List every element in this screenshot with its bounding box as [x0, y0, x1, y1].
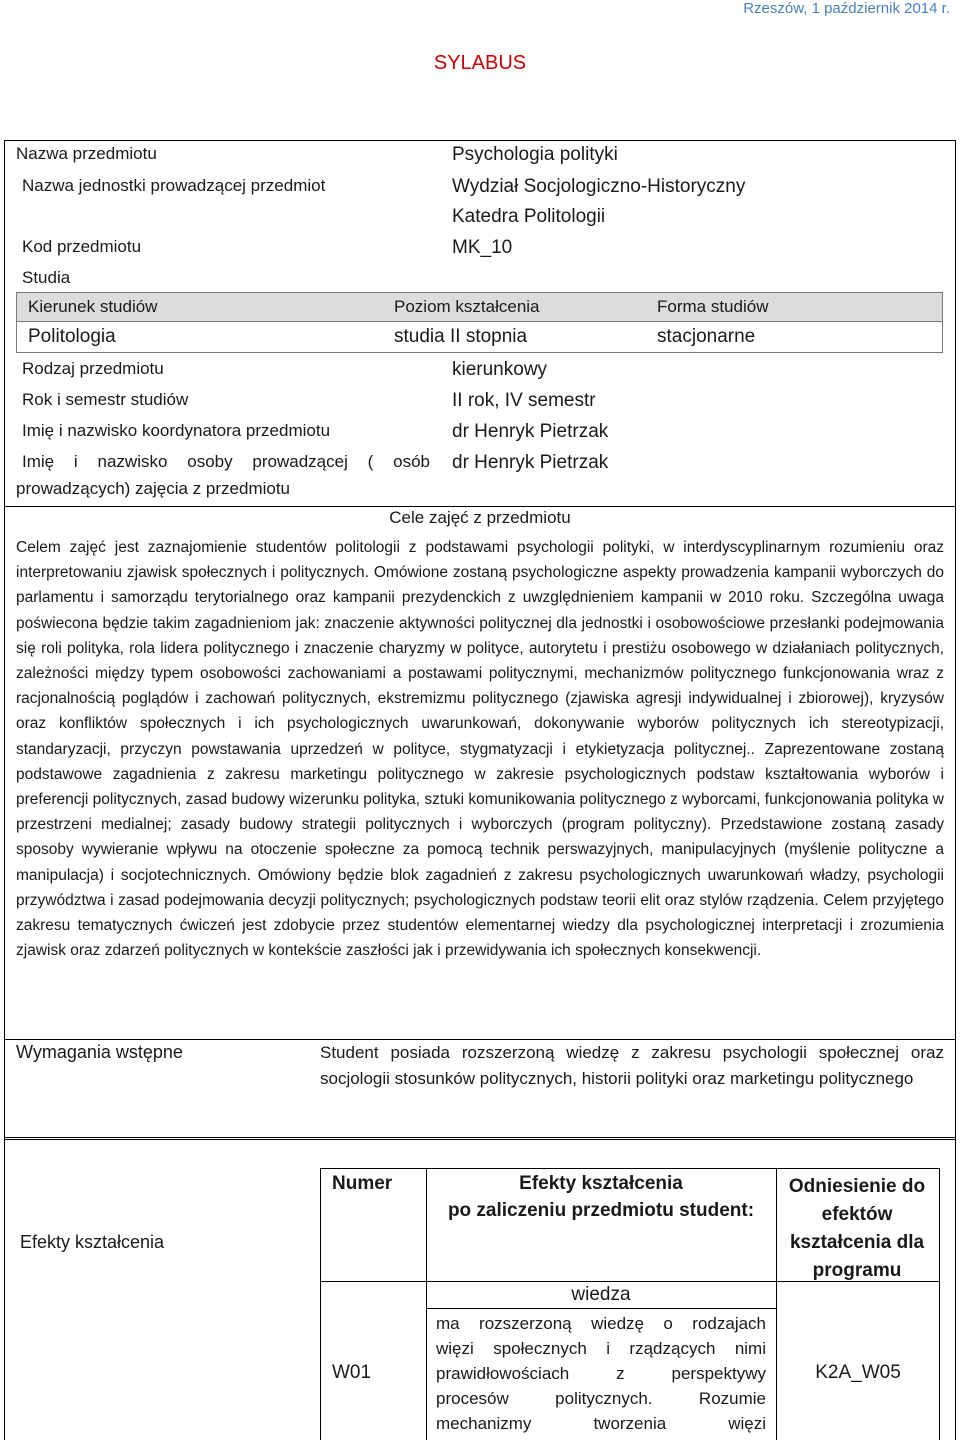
- outcome-description-line5: mechanizmy tworzenia więzi: [436, 1414, 766, 1433]
- studies-value-level: studia II stopnia: [394, 326, 528, 347]
- outcome-description-line2: więzi społecznych i rządzących nimi: [436, 1339, 766, 1358]
- year-semester-label: Rok i semestr studiów: [22, 390, 189, 409]
- outcomes-header-effects-2: po zaliczeniu przedmiotu student:: [447, 1200, 755, 1221]
- outcome-description-line1: ma rozszerzoną wiedzę o rodzajach: [436, 1314, 766, 1333]
- studies-value-field: Politologia: [28, 326, 116, 347]
- outcome-description-line4: procesów politycznych. Rozumie: [436, 1389, 766, 1408]
- studies-header-level: Poziom kształcenia: [394, 297, 540, 316]
- coordinator-value: dr Henryk Pietrzak: [452, 421, 609, 442]
- unit-label: Nazwa jednostki prowadzącej przedmiot: [22, 176, 326, 195]
- teacher-label-line1: Imię i nazwisko osoby prowadzącej ( osób: [22, 452, 430, 471]
- course-type-label: Rodzaj przedmiotu: [22, 359, 164, 378]
- course-name-label: Nazwa przedmiotu: [16, 144, 157, 163]
- course-code-value: MK_10: [452, 237, 513, 258]
- outcomes-header-reference: Odniesienie do efektów kształcenia dla programu: [788, 1176, 926, 1281]
- outcome-description-line3: prawidłowościach z perspektywy: [436, 1364, 766, 1383]
- unit-value-faculty: Wydział Socjologiczno-Historyczny: [452, 176, 746, 197]
- studies-header-field: Kierunek studiów: [28, 297, 158, 316]
- outcomes-category-knowledge: wiedza: [571, 1284, 631, 1305]
- year-semester-value: II rok, IV semestr: [452, 390, 596, 411]
- studies-header-form: Forma studiów: [657, 297, 769, 316]
- outcomes-header-number: Numer: [332, 1173, 393, 1194]
- outcomes-label: Efekty kształcenia: [20, 1232, 165, 1252]
- document-title: SYLABUS: [433, 52, 527, 74]
- outcomes-col-divider-2: [776, 1168, 777, 1440]
- studies-value-form: stacjonarne: [657, 326, 756, 347]
- course-type-value: kierunkowy: [452, 359, 548, 380]
- unit-value-department: Katedra Politologii: [452, 206, 606, 227]
- outcome-reference: K2A_W05: [815, 1362, 901, 1383]
- goals-heading: Cele zajęć z przedmiotu: [389, 508, 571, 527]
- requirements-label: Wymagania wstępne: [16, 1042, 183, 1062]
- teacher-value: dr Henryk Pietrzak: [452, 452, 609, 473]
- studies-label: Studia: [22, 268, 71, 287]
- course-code-label: Kod przedmiotu: [22, 237, 142, 256]
- outcomes-category-divider: [426, 1308, 776, 1309]
- teacher-label-line2: prowadzących) zajęcia z przedmiotu: [16, 479, 291, 498]
- outcome-number: W01: [332, 1362, 372, 1383]
- goals-text: Celem zajęć jest zaznajomienie studentów politologii z podstawami psychologii polityki, w interdyscyplinarnym rozumieniu oraz interpretowaniu zjawisk społecznych i politycznych. Omówione zostaną psychologiczne aspekty prowadzenia kampanii wyborczych do parlamentu i samorządu terytorialnego oraz kampanii prezydenckich z uwzględnieniem kampanii w 2010 roku. Szczególna uwaga poświecona będzie takim zagadnieniom jak: znaczenie aktywności politycznej dla jednostki i osobowościowe przesłanki podejmowania się roli polityka, rola lidera politycznego i znaczenie charyzmy w polityce, autorytetu i prestiżu osobowego w działaniach politycznych, zależności między typem osobowości zachowaniami a postawami politycznymi, mechanizmów politycznego funkcjonowania wraz z racjonalnością poglądów i zachowań politycznych, ekstremizmu politycznego (zjawiska agresji indywidualnej i zbiorowej), kryzysów oraz konfliktów społecznych i ich psychologicznych uwarunkowań, dokonywanie wyborów politycznych ich stereotypizacji, standaryzacji, przyczyn powstawania uprzedzeń w polityce, stygmatyzacji i etykietyzacja politycznej.. Zaprezentowane zostaną podstawowe zagadnienia z zakresu marketingu politycznego w zakresie psychologicznych podstaw kształtowania wyborów i preferencji politycznych, zasad budowy wizerunku polityka, sztuki komunikowania politycznego z wyborcami, funkcjonowania polityka w przestrzeni medialnej; zasady budowy strategii politycznych i wyborczych (program polityczny). Przedstawione zostaną zasady sposoby wywieranie wpływu na otoczenie społeczne za pomocą technik perswazyjnych, manipulacyjnych (myślenie polityczne a manipulacja) i socjotechnicznych. Omówiony będzie blok zagadnień z zakresu psychologicznych uwarunkowań władzy, psychologii przywództwa i zasad podejmowania decyzji politycznych; psychologicznych podstaw teorii elit oraz stylów rządzenia. Celem przyjętego zakresu tematycznych ćwiczeń jest zdobycie przez studentów elementarnej wiedzy dla psychologicznej interpretacji i zrozumienia zjawisk oraz zdarzeń politycznych w kontekście zaszłości jak i przewidywania ich społecznych konsekwencji.: [16, 539, 944, 960]
- outcomes-header-effects-1: Efekty kształcenia: [519, 1173, 683, 1194]
- requirements-text: Student posiada rozszerzoną wiedzę z zakresu psychologii społecznej oraz socjologii stosunków politycznych, historii polityki oraz marketingu politycznego: [320, 1043, 944, 1088]
- goals-top-divider: [4, 506, 956, 507]
- document-date: Rzeszów, 1 październik 2014 r.: [743, 0, 950, 17]
- coordinator-label: Imię i nazwisko koordynatora przedmiotu: [22, 421, 331, 440]
- course-name-value: Psychologia polityki: [452, 144, 618, 165]
